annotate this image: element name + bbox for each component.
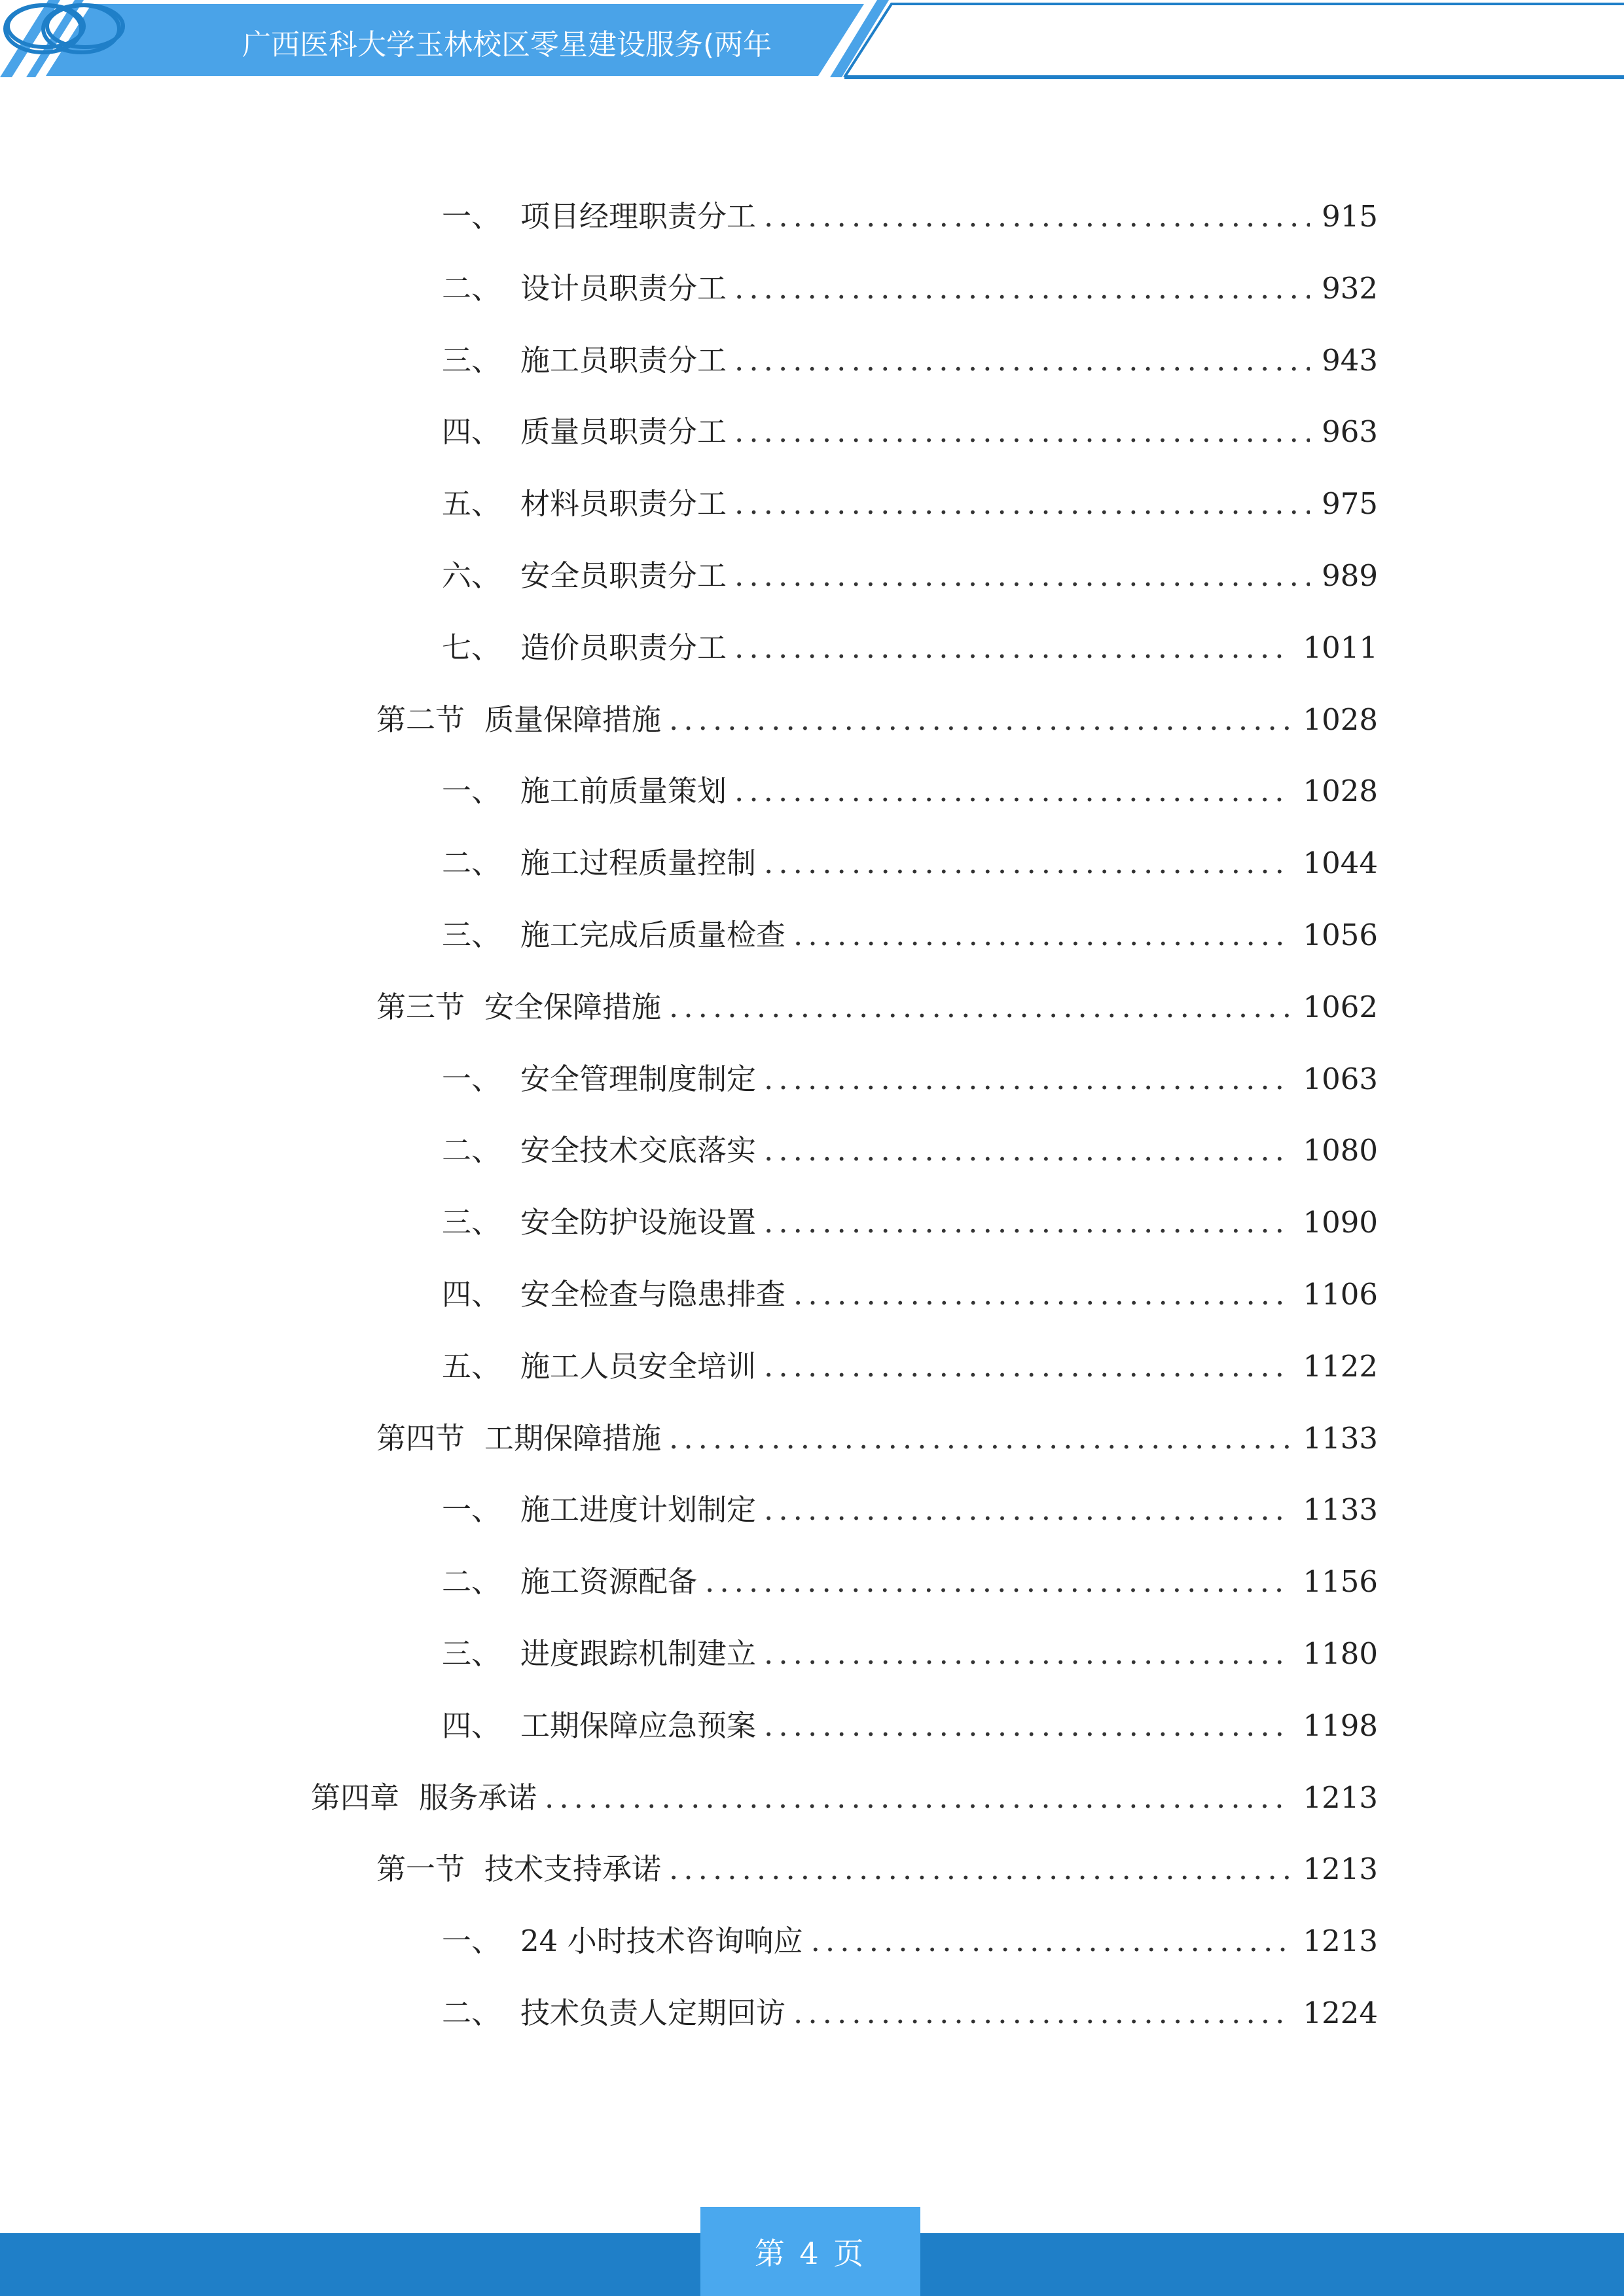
header-title: 广西医科大学玉林校区零星建设服务(两年: [242, 28, 772, 62]
toc-entry[interactable]: [442, 1631, 1378, 1677]
toc-entry-page: 963: [1322, 414, 1378, 449]
toc-entry-page: 1224: [1303, 1996, 1378, 2030]
toc-entry[interactable]: [442, 1703, 1378, 1749]
toc-entry[interactable]: [442, 1344, 1378, 1390]
toc-leader-dots: [669, 1846, 1291, 1892]
toc-entry-number: 第一节: [376, 1852, 465, 1886]
toc-entry-number: 二、: [442, 846, 501, 880]
toc-entry[interactable]: [311, 1775, 1378, 1821]
toc-entry-number: 四、: [442, 1708, 501, 1743]
toc-entry-number: 四、: [442, 1277, 501, 1312]
toc-leader-dots: [705, 1559, 1291, 1605]
toc-entry-title: 质量保障措施: [484, 702, 662, 737]
toc-entry-page: 1080: [1303, 1133, 1378, 1168]
toc-leader-dots: [764, 840, 1291, 886]
toc-leader-dots: [734, 481, 1310, 527]
toc-entry-page: 1106: [1303, 1277, 1378, 1312]
toc-entry-title: 工期保障应急预案: [520, 1708, 757, 1743]
toc-entry[interactable]: [442, 1272, 1378, 1318]
toc-entry[interactable]: [442, 1056, 1378, 1102]
toc-leader-dots: [734, 338, 1310, 384]
toc-entry-page: 1198: [1303, 1708, 1378, 1743]
toc-entry-number: 二、: [442, 1564, 501, 1599]
toc-entry-title: 技术负责人定期回访: [520, 1996, 786, 2030]
page-header: [0, 0, 1624, 85]
toc-entry-title: 安全防护设施设置: [520, 1205, 757, 1240]
toc-entry-number: 第四章: [311, 1780, 400, 1815]
toc-leader-dots: [811, 1918, 1291, 1964]
toc-entry-page: 975: [1322, 486, 1378, 521]
toc-entry-title: 进度跟踪机制建立: [520, 1636, 757, 1671]
toc-entry-number: 三、: [442, 1205, 501, 1240]
toc-leader-dots: [764, 1128, 1291, 1174]
toc-leader-dots: [734, 409, 1310, 455]
toc-entry-title: 施工前质量策划: [520, 774, 727, 808]
toc-leader-dots: [669, 984, 1291, 1030]
toc-entry-number: 三、: [442, 918, 501, 952]
toc-leader-dots: [793, 1272, 1291, 1318]
toc-entry[interactable]: [376, 1416, 1378, 1462]
toc-leader-dots: [669, 1416, 1291, 1462]
toc-leader-dots: [764, 1200, 1291, 1246]
toc-entry-number: 四、: [442, 414, 501, 449]
toc-entry-number: 一、: [442, 1492, 501, 1527]
toc-entry-title: 施工过程质量控制: [520, 846, 757, 880]
toc-entry-title: 施工员职责分工: [520, 343, 727, 378]
toc-entry[interactable]: [442, 553, 1378, 599]
toc-entry-page: 1044: [1303, 846, 1378, 880]
toc-entry-title: 24 小时技术咨询响应: [520, 1924, 803, 1958]
toc-entry-title: 质量员职责分工: [520, 414, 727, 449]
toc-entry-number: 一、: [442, 774, 501, 808]
toc-entry-title: 技术支持承诺: [484, 1852, 662, 1886]
toc-entry-number: 三、: [442, 343, 501, 378]
toc-entry[interactable]: [442, 840, 1378, 886]
toc-entry[interactable]: [442, 1559, 1378, 1605]
toc-entry-number: 三、: [442, 1636, 501, 1671]
toc-entry-title: 造价员职责分工: [520, 630, 727, 665]
toc-entry-title: 施工人员安全培训: [520, 1349, 757, 1384]
toc-entry-page: 1011: [1303, 630, 1378, 665]
toc-entry-page: 1063: [1303, 1062, 1378, 1096]
toc-entry-number: 一、: [442, 1924, 501, 1958]
page-number-tab: [700, 2207, 920, 2296]
toc-entry-number: 一、: [442, 1062, 501, 1096]
toc-leader-dots: [764, 1703, 1291, 1749]
toc-entry[interactable]: [442, 912, 1378, 958]
toc-entry[interactable]: [442, 625, 1378, 671]
toc-entry-number: 六、: [442, 558, 501, 593]
toc-entry[interactable]: [442, 1200, 1378, 1246]
toc-leader-dots: [734, 553, 1310, 599]
toc-entry-title: 安全员职责分工: [520, 558, 727, 593]
toc-entry-page: 1133: [1303, 1492, 1378, 1527]
toc-leader-dots: [669, 697, 1291, 743]
toc-entry-page: 1056: [1303, 918, 1378, 952]
toc-entry-page: 1213: [1303, 1852, 1378, 1886]
toc-entry-page: 915: [1322, 199, 1378, 234]
toc-entry[interactable]: [442, 1487, 1378, 1533]
toc-entry-title: 材料员职责分工: [520, 486, 727, 521]
toc-entry[interactable]: [376, 1846, 1378, 1892]
toc-entry-number: 五、: [442, 1349, 501, 1384]
toc-entry-title: 施工完成后质量检查: [520, 918, 786, 952]
toc-entry-number: 二、: [442, 1133, 501, 1168]
toc-entry[interactable]: [442, 194, 1378, 240]
toc-entry-title: 施工进度计划制定: [520, 1492, 757, 1527]
toc-entry[interactable]: [442, 338, 1378, 384]
toc-leader-dots: [734, 625, 1291, 671]
toc-leader-dots: [545, 1775, 1291, 1821]
toc-entry-page: 1133: [1303, 1421, 1378, 1456]
toc-entry[interactable]: [376, 984, 1378, 1030]
toc-entry-number: 七、: [442, 630, 501, 665]
toc-entry-page: 932: [1322, 271, 1378, 306]
toc-entry-page: 1180: [1303, 1636, 1378, 1671]
toc-entry-page: 943: [1322, 343, 1378, 378]
toc-entry-title: 施工资源配备: [520, 1564, 698, 1599]
double-ring-logo-icon: [0, 0, 124, 58]
toc-entry[interactable]: [442, 768, 1378, 814]
toc-entry-page: 1090: [1303, 1205, 1378, 1240]
toc-entry-page: 1028: [1303, 702, 1378, 737]
toc-entry-number: 第四节: [376, 1421, 465, 1456]
toc-entry[interactable]: [376, 697, 1378, 743]
toc-entry[interactable]: [442, 1128, 1378, 1174]
toc-leader-dots: [734, 768, 1291, 814]
toc-entry-number: 第三节: [376, 990, 465, 1024]
toc-leader-dots: [764, 1487, 1291, 1533]
toc-entry-page: 1062: [1303, 990, 1378, 1024]
toc-entry[interactable]: [442, 266, 1378, 312]
toc-entry-title: 安全管理制度制定: [520, 1062, 757, 1096]
toc-leader-dots: [793, 1990, 1291, 2036]
toc-entry-page: 1028: [1303, 774, 1378, 808]
toc-entry-number: 第二节: [376, 702, 465, 737]
toc-entry-title: 项目经理职责分工: [520, 199, 757, 234]
toc-entry-page: 1156: [1303, 1564, 1378, 1599]
toc-leader-dots: [734, 266, 1310, 312]
toc-entry-number: 一、: [442, 199, 501, 234]
toc-entry-number: 二、: [442, 1996, 501, 2030]
toc-leader-dots: [764, 1344, 1291, 1390]
toc-entry[interactable]: [442, 1990, 1378, 2036]
toc-entry-title: 工期保障措施: [484, 1421, 662, 1456]
toc-leader-dots: [764, 1056, 1291, 1102]
toc-entry[interactable]: [442, 481, 1378, 527]
toc-entry-title: 安全检查与隐患排查: [520, 1277, 786, 1312]
page-number-label: 第 4 页: [754, 2236, 867, 2271]
toc-entry-title: 安全保障措施: [484, 990, 662, 1024]
toc-entry[interactable]: [442, 1918, 1378, 1964]
toc-entry-page: 1122: [1303, 1349, 1378, 1384]
toc-entry-page: 989: [1322, 558, 1378, 593]
toc-entry-number: 二、: [442, 271, 501, 306]
toc-entry-title: 服务承诺: [419, 1780, 537, 1815]
toc-leader-dots: [764, 194, 1310, 240]
toc-leader-dots: [793, 912, 1291, 958]
toc-leader-dots: [764, 1631, 1291, 1677]
toc-entry-page: 1213: [1303, 1924, 1378, 1958]
toc-entry[interactable]: [442, 409, 1378, 455]
toc-entry-title: 设计员职责分工: [520, 271, 727, 306]
toc-entry-page: 1213: [1303, 1780, 1378, 1815]
toc-entry-title: 安全技术交底落实: [520, 1133, 757, 1168]
toc-entry-number: 五、: [442, 486, 501, 521]
